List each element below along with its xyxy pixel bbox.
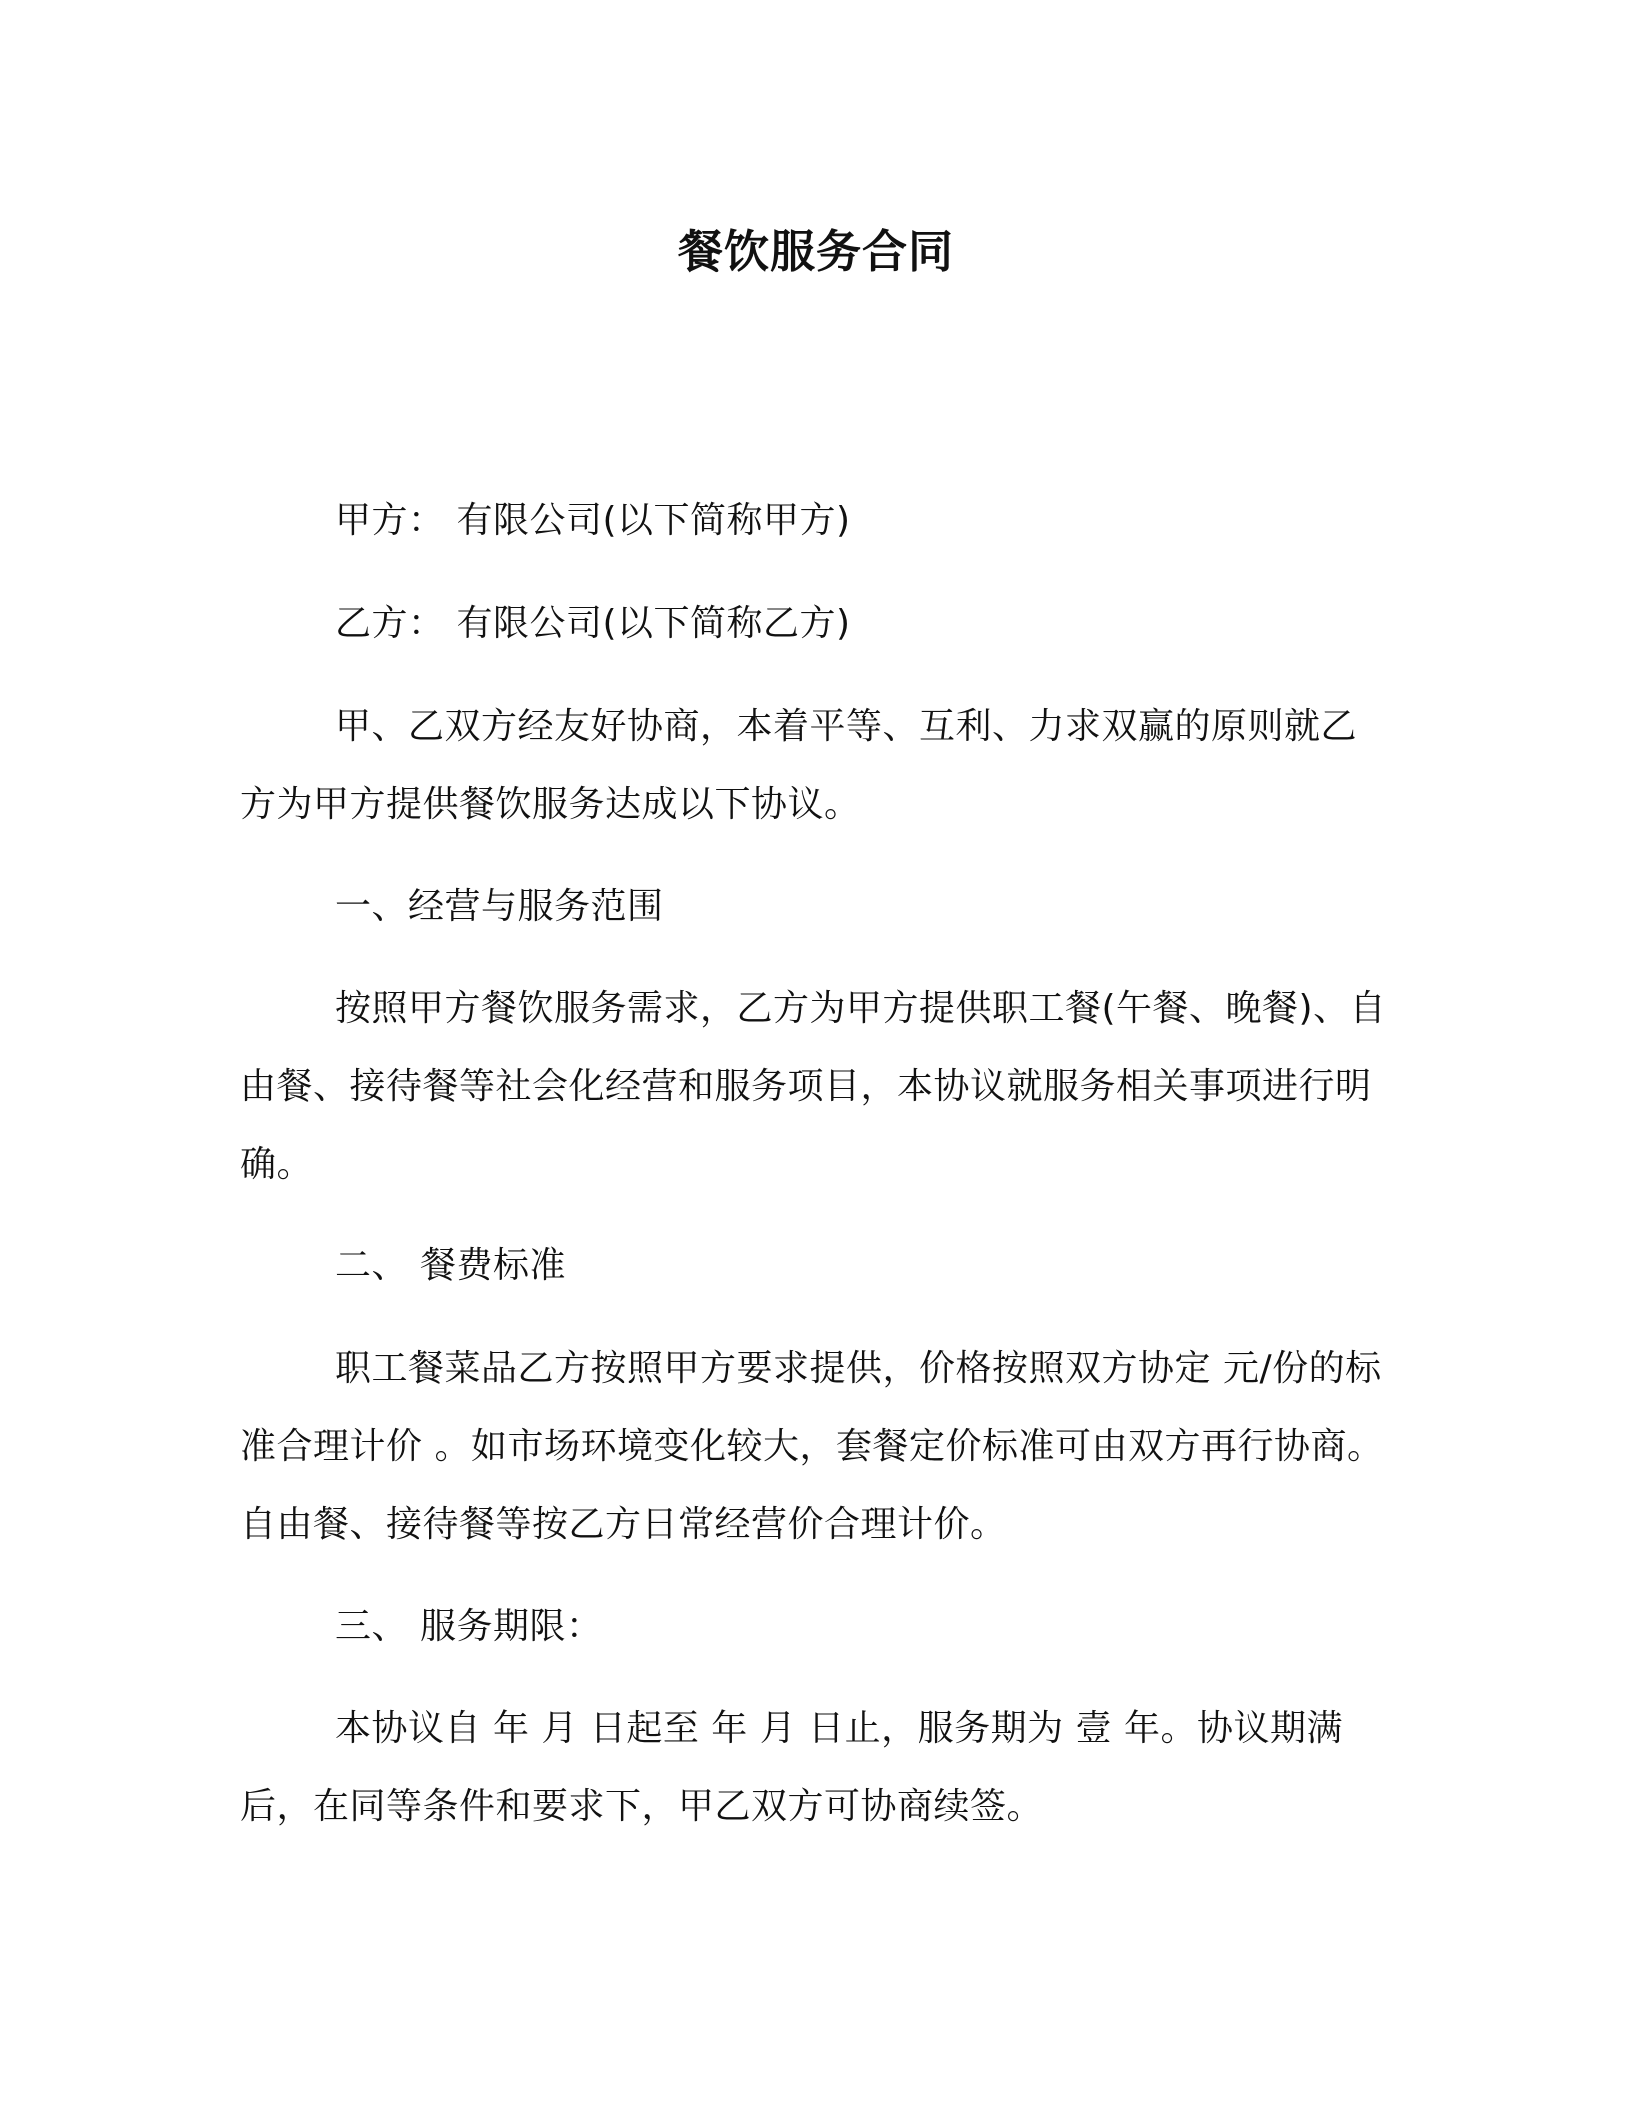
section-body: 职工餐菜品乙方按照甲方要求提供，价格按照双方协定 元/份的标准合理计价 。如市场环境变化较大，套餐定价标准可由双方再行协商。自由餐、接待餐等按乙方日常经营价合理计价。: [240, 1348, 1384, 1545]
section-body: 本协议自 年 月 日起至 年 月 日止，服务期为 壹 年。协议期满后，在同等条件和要求下，甲乙双方可协商续签。: [240, 1708, 1344, 1827]
section-heading: 二、 餐费标准: [335, 1245, 566, 1286]
party-a: 甲方： 有限公司(以下简称甲方): [335, 500, 851, 541]
section-heading: 三、 服务期限：: [335, 1606, 603, 1647]
party-a-line: [240, 482, 1390, 560]
section-1-body-block: [240, 970, 1390, 1204]
section-2-body-block: [240, 1330, 1390, 1564]
document-title: 餐饮服务合同: [677, 225, 954, 278]
section-heading: 一、经营与服务范围: [335, 886, 664, 927]
preamble-block: [240, 688, 1390, 844]
party-b: 乙方： 有限公司(以下简称乙方): [335, 603, 851, 644]
party-b-line: [240, 585, 1390, 663]
preamble: 甲、乙双方经友好协商，本着平等、互利、力求双赢的原则就乙方为甲方提供餐饮服务达成以下协议。: [240, 706, 1358, 825]
section-2-heading-block: [240, 1227, 1390, 1305]
section-3-heading-block: [240, 1588, 1390, 1666]
section-1-heading-block: [240, 868, 1390, 946]
section-3-body-block: [240, 1690, 1390, 1846]
section-body: 按照甲方餐饮服务需求，乙方为甲方提供职工餐(午餐、晚餐)、自由餐、接待餐等社会化经营和服务项目，本协议就服务相关事项进行明确。: [240, 988, 1387, 1185]
